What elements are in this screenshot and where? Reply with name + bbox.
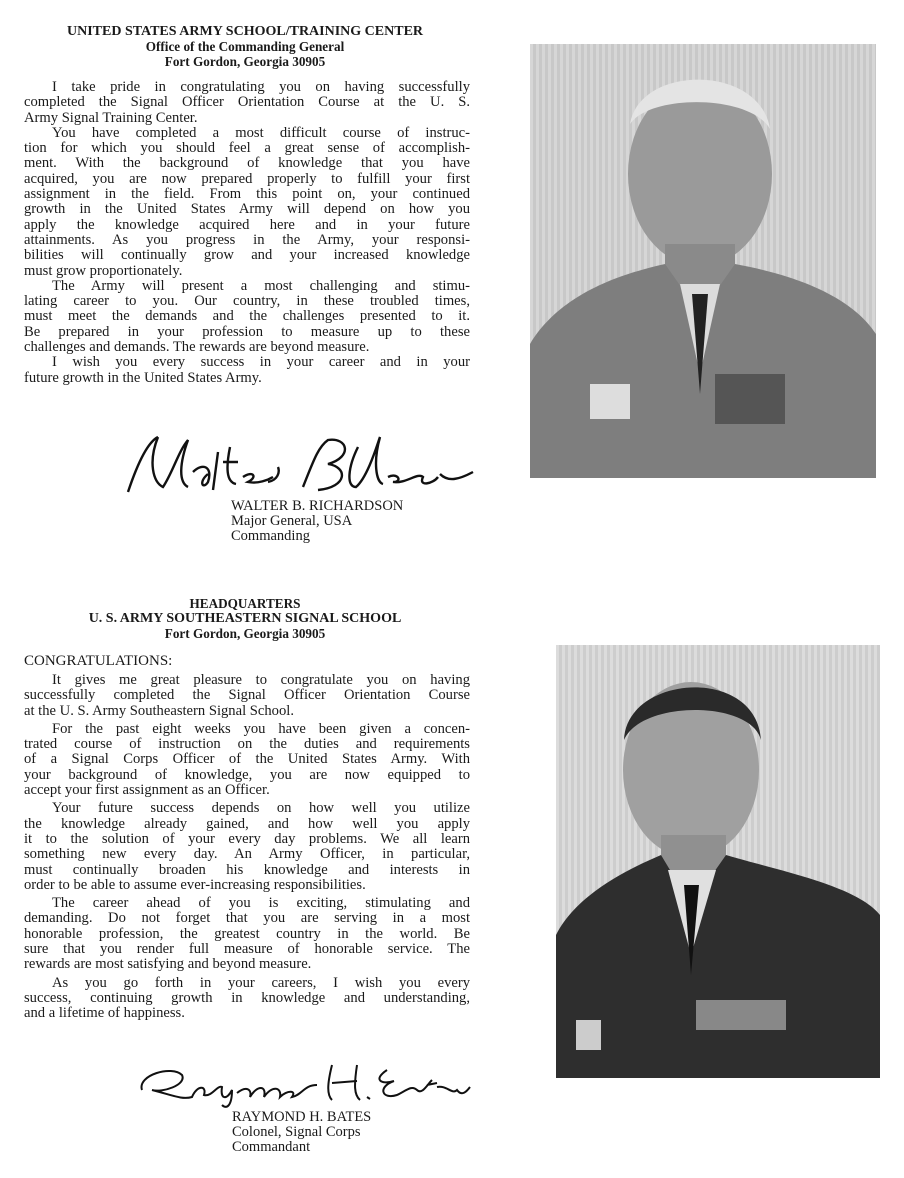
- text-line: demanding. Do not forget that you are serving in a most: [24, 910, 470, 927]
- letter1-header-line: UNITED STATES ARMY SCHOOL/TRAINING CENTER: [66, 24, 424, 39]
- text-line: The Army will present a most challenging and stimu-: [52, 277, 470, 294]
- text-line: attainments. As you progress in the Army, your responsi-: [24, 231, 470, 248]
- letter1-signer: [231, 499, 403, 544]
- paragraph: [24, 80, 470, 126]
- paragraph: [24, 673, 470, 719]
- text-line: success, continuing growth in knowledge and understanding,: [24, 989, 470, 1006]
- text-line: the knowledge already gained, and how well you apply: [24, 815, 470, 832]
- text-line: sure that you render full measure of honorable service. The: [24, 941, 470, 958]
- text-line: order to be able to assume ever-increasing responsibilities.: [24, 876, 366, 893]
- text-line: successfully completed the Signal Officer Orientation Course: [24, 687, 470, 704]
- signer-name: WALTER B. RICHARDSON: [231, 498, 404, 514]
- letter2-header-line: Fort Gordon, Georgia 30905: [164, 626, 326, 641]
- text-line: it to the solution of your every day problems. We all learn: [24, 830, 470, 847]
- text-line: something new every day. An Army Officer, in particular,: [24, 846, 470, 863]
- text-line: of a Signal Corps Officer of the United States Army. With: [24, 751, 470, 768]
- signer-title: Commandant: [232, 1139, 311, 1155]
- text-line: For the past eight weeks you have been given a concen-: [52, 720, 470, 737]
- portrait-photo-richardson: [530, 44, 876, 478]
- text-line: future growth in the United States Army.: [24, 369, 262, 386]
- text-line: Be prepared in your profession to measure up to these: [24, 323, 470, 340]
- letter1-body: [24, 80, 470, 386]
- letter1-header: [20, 24, 470, 69]
- text-line: challenges and demands. The rewards are beyond measure.: [24, 339, 370, 356]
- letter2-body: [24, 673, 470, 1022]
- text-line: I take pride in congratulating you on having successfully: [52, 79, 470, 95]
- text-line: tion for which you should feel a great sense of accomplish-: [24, 140, 470, 157]
- text-line: at the U. S. Army Southeastern Signal School.: [24, 702, 294, 719]
- text-line: growth in the United States Army will depend on how you: [24, 201, 470, 218]
- letter2-header-line: HEADQUARTERS: [189, 596, 301, 611]
- paragraph: [24, 722, 470, 798]
- letter2-salutation: CONGRATULATIONS:: [24, 653, 173, 669]
- paragraph: [24, 801, 470, 893]
- text-line: assignment in the field. From this point on, your continued: [24, 186, 470, 203]
- paragraph: [24, 355, 470, 386]
- text-line: must grow proportionately.: [24, 262, 183, 279]
- text-line: honorable profession, the greatest country in the world. Be: [24, 925, 470, 942]
- text-line: must continually broaden his knowledge and interests in: [24, 861, 470, 878]
- text-line: accept your first assignment as an Officer.: [24, 782, 270, 799]
- text-line: completed the Signal Officer Orientation Course at the U. S.: [24, 94, 470, 111]
- text-line: and a lifetime of happiness.: [24, 1005, 185, 1022]
- text-line: your background of knowledge, you are now equipped to: [24, 766, 470, 783]
- text-line: It gives me great pleasure to congratulate you on having: [52, 672, 470, 688]
- text-line: The career ahead of you is exciting, stimulating and: [52, 895, 470, 912]
- letter1-header-line: Office of the Commanding General: [145, 39, 345, 54]
- signer-title: Commanding: [231, 528, 310, 544]
- paragraph: [24, 976, 470, 1022]
- paragraph: [24, 126, 470, 279]
- text-line: acquired, you are now prepared properly to fulfill your first: [24, 170, 470, 187]
- text-line: Your future success depends on how well you utilize: [52, 800, 470, 817]
- signer-rank: Colonel, Signal Corps: [232, 1124, 361, 1140]
- portrait-photo-bates: [556, 645, 880, 1078]
- text-line: ment. With the background of knowledge that you have: [24, 155, 470, 172]
- text-line: trated course of instruction on the duties and requirements: [24, 736, 470, 753]
- text-line: lating career to you. Our country, in these troubled times,: [24, 293, 470, 310]
- text-line: must meet the demands and the challenges presented to it.: [24, 308, 470, 325]
- letter2-signer: [232, 1110, 371, 1155]
- letter2-signature: [132, 1055, 472, 1110]
- letter2-header-line: U. S. ARMY SOUTHEASTERN SIGNAL SCHOOL: [88, 611, 402, 626]
- signer-name: RAYMOND H. BATES: [232, 1109, 372, 1125]
- text-line: apply the knowledge acquired here and in your future: [24, 216, 470, 233]
- text-line: rewards are most satisfying and beyond measure.: [24, 956, 312, 973]
- text-line: bilities will continually grow and your increased knowledge: [24, 247, 470, 264]
- text-line: I wish you every success in your career and in your: [52, 354, 470, 371]
- letter2-header: [20, 596, 470, 641]
- letter1-signature: [118, 432, 478, 502]
- letter1-header-line: Fort Gordon, Georgia 30905: [164, 54, 326, 69]
- text-line: You have completed a most difficult course of instruc-: [52, 124, 470, 141]
- text-line: As you go forth in your careers, I wish you every: [52, 974, 470, 991]
- signer-rank: Major General, USA: [231, 513, 353, 529]
- paragraph: [24, 896, 470, 972]
- paragraph: [24, 279, 470, 355]
- text-line: Army Signal Training Center.: [24, 109, 198, 126]
